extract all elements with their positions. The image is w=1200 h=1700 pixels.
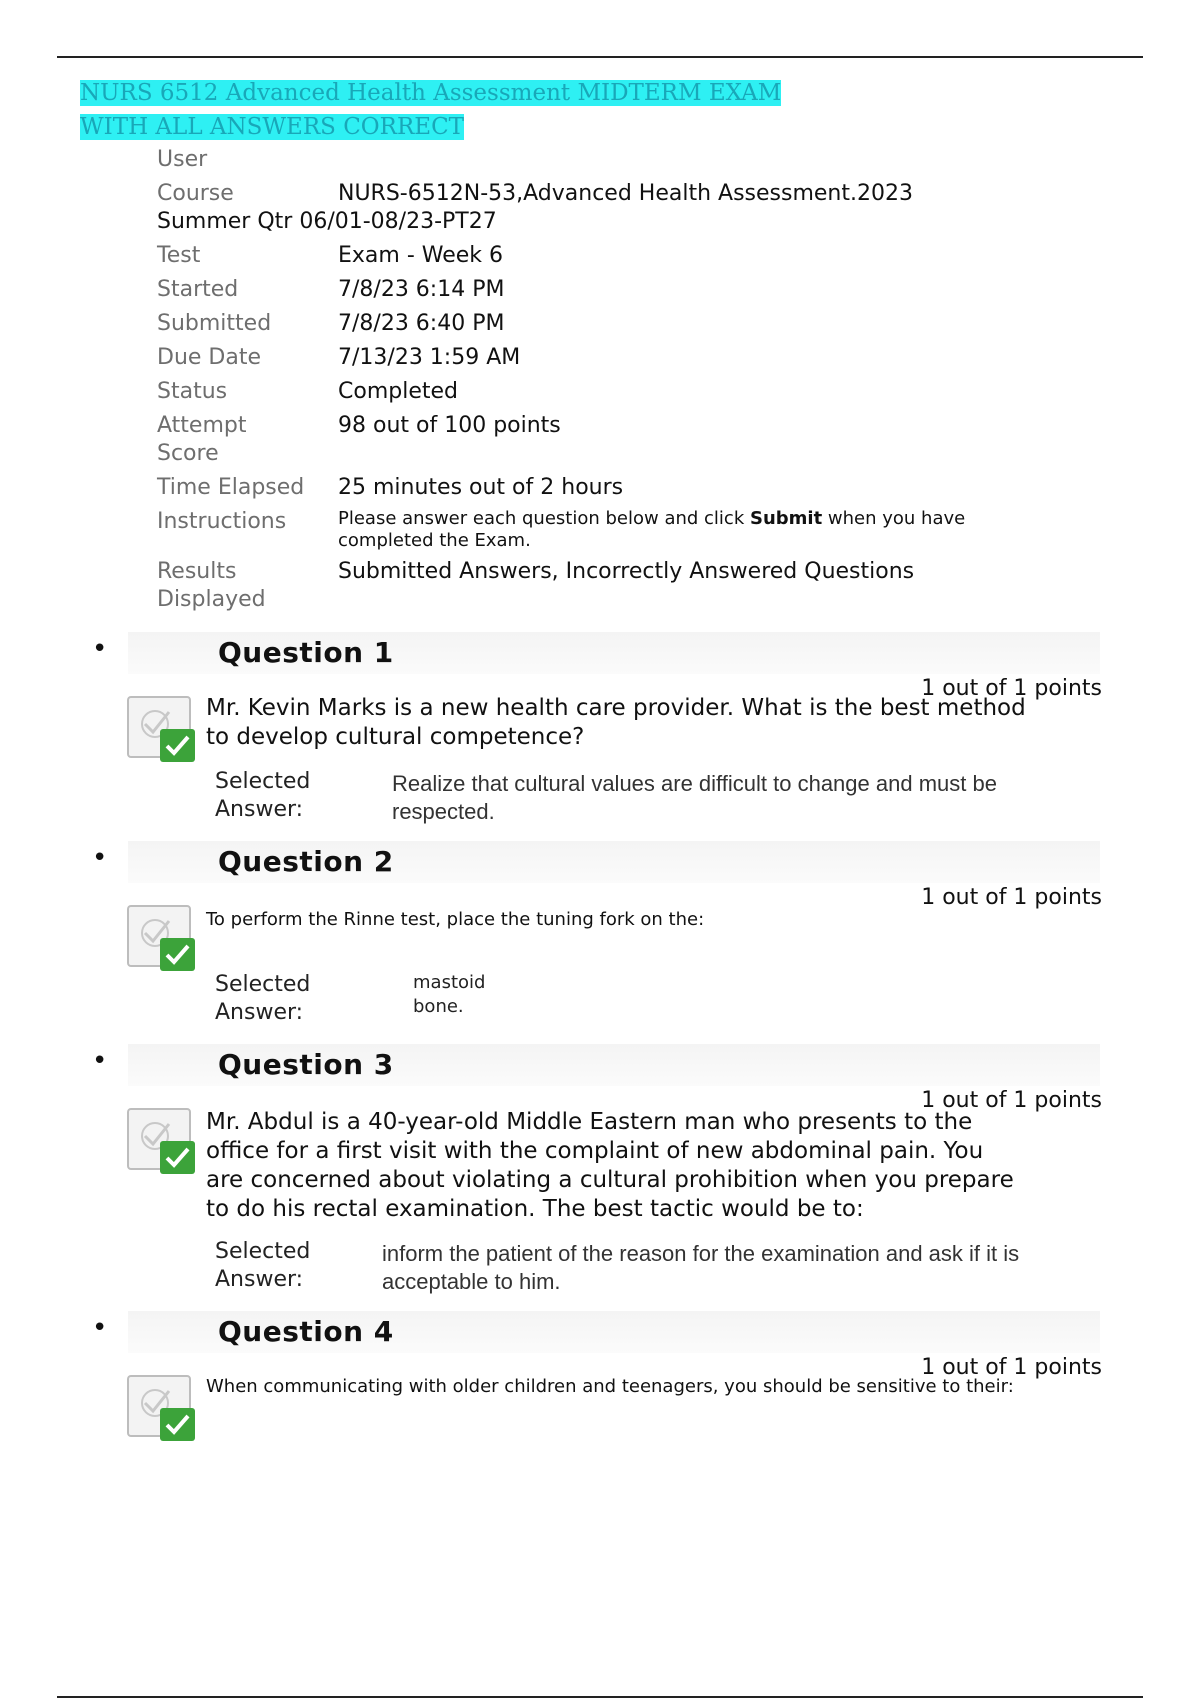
course-label: Course [157, 181, 234, 206]
bullet: • [92, 1313, 108, 1343]
question-title: Question 1 [218, 636, 394, 669]
question-text: Mr. Abdul is a 40-year-old Middle Eastern man who presents to the office for a first visit with the complaint of new abdominal pain. You are concerned about violating a cultural prohibition when you prepare to do his rectal examination. The best tactic would be to: [206, 1109, 1014, 1222]
bullet: • [92, 843, 108, 873]
instructions-value: Please answer each question below and click Submit when you have completed the Exam. [338, 508, 966, 551]
started-value: 7/8/23 6:14 PM [338, 277, 505, 302]
submitted-label: Submitted [157, 311, 272, 336]
time-elapsed-label: Time Elapsed [157, 475, 305, 500]
correct-checkmark-icon [127, 696, 197, 764]
question-points: 1 out of 1 points [921, 1355, 1102, 1380]
bottom-rule [57, 1696, 1143, 1698]
correct-checkmark-icon [127, 1108, 197, 1176]
status-value: Completed [338, 379, 458, 404]
started-label: Started [157, 277, 239, 302]
time-elapsed-value: 25 minutes out of 2 hours [338, 475, 624, 500]
correct-checkmark-icon [127, 905, 197, 973]
top-rule [57, 56, 1143, 58]
selected-answer-label: Selected Answer: [215, 972, 311, 1025]
question-text: When communicating with older children and teenagers, you should be sensitive to their: [206, 1376, 1014, 1397]
selected-answer-label: Selected Answer: [215, 1239, 311, 1292]
course-value: NURS-6512N-53,Advanced Health Assessment.2023 [338, 181, 913, 206]
bullet: • [92, 634, 108, 664]
instructions-label: Instructions [157, 509, 287, 534]
document-title [80, 76, 781, 144]
question-title: Question 3 [218, 1048, 394, 1081]
test-value: Exam - Week 6 [338, 243, 504, 268]
title-line-1: NURS 6512 Advanced Health Assessment MIDTERM EXAM [80, 80, 782, 106]
attempt-score-label: Attempt Score [157, 413, 247, 466]
due-date-value: 7/13/23 1:59 AM [338, 345, 521, 370]
status-label: Status [157, 379, 228, 404]
test-label: Test [157, 243, 201, 268]
question-points: 1 out of 1 points [921, 1088, 1102, 1113]
correct-checkmark-icon [127, 1375, 197, 1443]
question-points: 1 out of 1 points [921, 676, 1102, 701]
due-date-label: Due Date [157, 345, 261, 370]
attempt-details [157, 146, 1037, 620]
question-text: To perform the Rinne test, place the tuning fork on the: [206, 909, 705, 930]
selected-answer-text: mastoid bone. [413, 972, 486, 1017]
course-value-continued: Summer Qtr 06/01-08/23-PT27 [157, 209, 497, 234]
results-displayed-value: Submitted Answers, Incorrectly Answered Questions [338, 559, 915, 584]
attempt-score-value: 98 out of 100 points [338, 413, 561, 438]
title-line-2: WITH ALL ANSWERS CORRECT [80, 114, 465, 140]
user-label: User [157, 147, 208, 172]
selected-answer-text: inform the patient of the reason for the examination and ask if it is acceptable to him. [382, 1241, 1020, 1294]
selected-answer-label: Selected Answer: [215, 769, 311, 822]
results-displayed-label: Results Displayed [157, 559, 266, 612]
question-text: Mr. Kevin Marks is a new health care provider. What is the best method to develop cultural competence? [206, 695, 1026, 750]
bullet: • [92, 1046, 108, 1076]
question-points: 1 out of 1 points [921, 885, 1102, 910]
question-title: Question 2 [218, 845, 394, 878]
submitted-value: 7/8/23 6:40 PM [338, 311, 505, 336]
question-title: Question 4 [218, 1315, 394, 1348]
selected-answer-text: Realize that cultural values are difficult to change and must be respected. [392, 771, 997, 824]
